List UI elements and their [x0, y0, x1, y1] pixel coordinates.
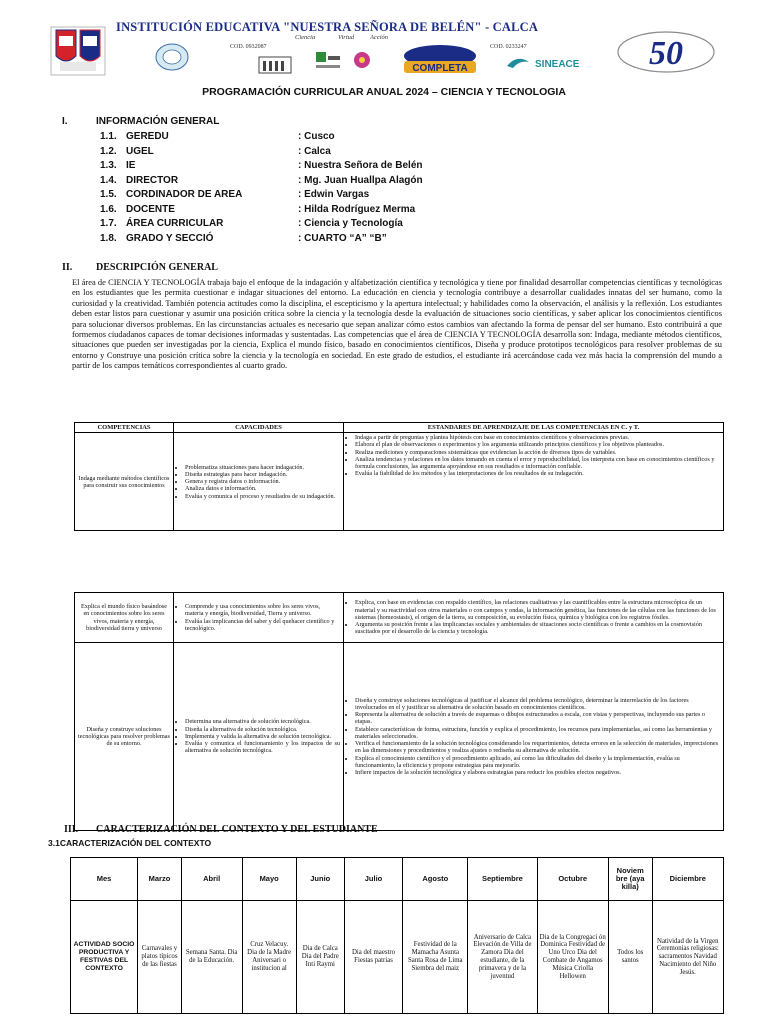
list-item: • Determina una alternativa de solución tecnológica. — [185, 718, 340, 725]
month-header: Octubre — [537, 858, 608, 901]
activity-row-label: ACTIVIDAD SOCIO PRODUCTIVA Y FESTIVAS DEL CONTEXTO — [71, 901, 138, 1014]
list-item: • Elabora el plan de observaciones o experimentos y los argumenta utilizando principios científicos y los objetivos planteados. — [355, 441, 720, 448]
info-label: GEREDU — [126, 131, 169, 142]
info-number: 1.5. — [100, 189, 117, 200]
list-item: • Establece características de forma, estructura, función y explica el procedimiento, los recursos para implementarlas, así como las herramientas y materiales seleccionados. — [355, 726, 720, 740]
info-value: : Calca — [298, 145, 331, 157]
motto-1: Ciencia — [295, 34, 316, 41]
list-item: • Diseña la alternativa de solución tecnológica. — [185, 726, 340, 733]
info-value: : Ciencia y Tecnología — [298, 218, 403, 229]
info-number: 1.6. — [100, 203, 117, 215]
header-estandares: ESTANDARES DE APRENDIZAJE DE LAS COMPETENCIAS EN C. y T. — [344, 423, 724, 433]
estandares-indaga — [344, 433, 724, 531]
list-item: • Verifica el funcionamiento de la solución tecnológica considerando los requerimientos, detecta errores en la selección de materiales, imprecisiones en las dimensiones y procedimientos y realiza ajustes o rediseña su alternativa de solución. — [355, 740, 720, 754]
estandares-disena — [344, 643, 724, 831]
info-number: 1.7. — [100, 218, 117, 229]
code-right: COD. 0233247 — [490, 44, 527, 50]
svg-text:SINEACE: SINEACE — [535, 59, 580, 70]
info-number: 1.4. — [100, 174, 117, 186]
list-item: • Realiza mediciones y comparaciones sistemáticas que evidencian la acción de diversos tipos de variables. — [355, 449, 720, 456]
anniversary-50-logo — [616, 24, 716, 80]
list-item: • Argumenta su posición frente a las implicancias sociales y ambientales de situaciones socio científicas o frente a cambios en la cosmovisión suscitados por el desarrollo de la ciencia y tecnología. — [355, 621, 720, 635]
list-item: • Genera y registra datos o información. — [185, 478, 340, 485]
list-item: • Indaga a partir de preguntas y plantea hipótesis con base en conocimientos científicos y observaciones previas. — [355, 434, 720, 441]
sec1-number: I. — [62, 116, 68, 127]
list-item: • Explica, con base en evidencias con respaldo científico, las relaciones cualitativas y las cuantificables entre la estructura microscópica de un material y su reactividad con otros materiales o con campos y ondas, la información genética, las funciones de las células con las funciones de los sistemas (homeostasis), el origen de la tierra, su composición, su evolución física, química y biológica con los registros fósiles. — [355, 599, 720, 621]
month-header: Abril — [181, 858, 242, 901]
document-header — [50, 20, 720, 80]
school-shield-logo — [50, 26, 106, 76]
header-competencias: COMPETENCIAS — [75, 423, 174, 433]
month-header: Mayo — [242, 858, 296, 901]
ministry-logo — [312, 50, 348, 76]
completa-badge-logo — [400, 44, 480, 76]
info-number: 1.3. — [100, 160, 117, 171]
building-logo — [257, 53, 293, 75]
list-item: • Analiza datos e información. — [185, 485, 340, 492]
competencia-explica: Explica el mundo físico basándose en conocimientos sobre los seres vivos, materia y energía, biodiversidad tierra y universo — [75, 593, 174, 643]
activity-cell: Semana Santa. Dia de la Educación. — [181, 901, 242, 1014]
list-item: • Comprende y usa conocimientos sobre los seres vivos, materia y energía, biodiversidad, Tierra y universo. — [185, 603, 340, 617]
info-label: UGEL — [126, 145, 154, 157]
month-header: Marzo — [138, 858, 182, 901]
sec2-number: II. — [62, 262, 73, 273]
month-header: Julio — [344, 858, 403, 901]
sec3-heading: CARACTERIZACIÓN DEL CONTEXTO Y DEL ESTUDIANTE — [96, 824, 378, 835]
activity-cell: Todos los santos — [608, 901, 652, 1014]
activity-cell: Natividad de la Virgen Ceremonias religiosas: sacramentos Navidad Nacimiento del Niño Jesús. — [652, 901, 723, 1014]
sineace-logo — [505, 52, 585, 74]
capacidades-indaga — [174, 433, 344, 531]
info-label: DIRECTOR — [126, 174, 179, 186]
month-header: Noviem bre (aya killa) — [608, 858, 652, 901]
activity-cell: Festividad de la Mamacha Asunta Santa Rosa de Lima Siembra del maiz — [403, 901, 468, 1014]
svg-text:50: 50 — [649, 35, 683, 72]
competencia-disena: Diseña y construye soluciones tecnológicas para resolver problemas de su entorno. — [75, 643, 174, 831]
info-value: : Cusco — [298, 131, 335, 142]
list-item: • Evalúa las implicancias del saber y del quehacer científico y tecnológico. — [185, 618, 340, 632]
competencia-indaga: Indaga mediante métodos científicos para construir sus conocimientos — [75, 433, 174, 531]
list-item: • Evalúa la fiabilidad de los métodos y las interpretaciones de los resultados de su indagación. — [355, 470, 720, 477]
activity-cell: Aniversario de Calca Elevación de Villa de Zamora Dia del estudiante, de la primavera y de la juventud — [468, 901, 537, 1014]
list-item: • Infiere impactos de la solución tecnológica y elabora estrategias para reducir los posibles efectos negativos. — [355, 769, 720, 776]
svg-text:COMPLETA: COMPLETA — [412, 63, 468, 74]
month-header: Diciembre — [652, 858, 723, 901]
competencias-table-1 — [74, 422, 724, 531]
header-capacidades: CAPACIDADES — [174, 423, 344, 433]
activity-cell: Carnavales y platos típicos de las fiestas — [138, 901, 182, 1014]
list-item: • Problematiza situaciones para hacer indagación. — [185, 464, 340, 471]
info-value: : Mg. Juan Huallpa Alagón — [298, 174, 423, 186]
list-item: • Diseña y construye soluciones tecnológicas al justificar el alcance del problema tecnológico, determinar la interrelación de los factores involucrados en el y justificar su alternativa de solución basado en conocimientos científicos. — [355, 697, 720, 711]
list-item: • Evalúa y comunica el proceso y resultados de su indagación. — [185, 493, 340, 500]
sec2-heading: DESCRIPCIÓN GENERAL — [96, 262, 218, 273]
list-item: • Diseña estrategias para hacer indagación. — [185, 471, 340, 478]
description-paragraph: El área de CIENCIA Y TECNOLOGÍA trabaja bajo el enfoque de la indagación y alfabetización científica y tecnológica y tiene por finalidad desarrollar competencias científicas y tecnológicas en los estudiantes que les permita cuestionar e indagar situaciones del entorno. La educación en ciencia y tecnología contribuye a desarrollar cualidades innatas del ser humano, como la curiosidad y la creatividad. También potencia actitudes como la disciplina, el escepticismo y la apertura intelectual; y habilidades como la observación, el análisis y la reflexión. Los estudiantes deben estar listos para cuestionar y asumir una posición crítica sobre la ciencia y la tecnología desde la evaluación de situaciones socio científicas, y saber aplicar los conocimientos científicos para solucionar diversos problemas. En las circunstancias actuales es necesario que sepan analizar cómo estos cambios van afectando la forma de pensar del ser humano. Esto contribuirá a que formemos ciudadanos capaces de tomar decisiones informadas y sustentadas. Las competencias que el área de CIENCIA Y TECNOLOGÍA desarrolla son: Indaga, mediante métodos científicos, situaciones que pueden ser investigadas por la ciencia, Explica el mundo físico, basado en conocimientos científicos, Diseña y produce prototipos tecnológicos para resolver problemas de su entorno y Construye una posición crítica sobre la ciencia y la tecnología en sociedad. En este grado de estudios, el estudiante irá acercándose cada vez más hacia la comprensión del mundo a partir de los campos temáticos correspondientes al cuarto grado. — [72, 278, 722, 371]
month-header: Septiembre — [468, 858, 537, 901]
motto-2: Virtud — [338, 34, 355, 41]
sec1-heading: INFORMACIÓN GENERAL — [96, 116, 220, 127]
document-title: PROGRAMACIÓN CURRICULAR ANUAL 2024 – CIENCIA Y TECNOLOGIA — [202, 86, 566, 98]
sec3-subheading: 3.1CARACTERIZACIÓN DEL CONTEXTO — [48, 838, 212, 848]
info-number: 1.8. — [100, 232, 117, 244]
list-item: • Evalúa y comunica el funcionamiento y los impactos de su alternativa de solución tecnológica. — [185, 740, 340, 754]
activity-cell: Dia del maestro Fiestas patrias — [344, 901, 403, 1014]
info-number: 1.2. — [100, 145, 117, 157]
info-label: DOCENTE — [126, 203, 175, 215]
estandares-explica — [344, 593, 724, 643]
month-header: Junio — [296, 858, 344, 901]
list-item: • Explica el conocimiento científico y el procedimiento aplicado, así como las dificultades del diseño y la implementación, evalúa su funcionamiento, la eficiencia y propone estrategias para mejorarlo. — [355, 755, 720, 769]
list-item: • Implementa y valida la alternativa de solución tecnológica. — [185, 733, 340, 740]
code-left: COD. 0932087 — [230, 44, 267, 50]
info-number: 1.1. — [100, 131, 117, 142]
list-item: • Representa la alternativa de solución a través de esquemas o dibujos estructurados a escala, con vistas y perspectivas, incluyendo sus partes o etapas. — [355, 711, 720, 725]
competencias-table-2 — [74, 592, 724, 831]
info-label: CORDINADOR DE AREA — [126, 189, 243, 200]
motto-3: Acción — [370, 34, 389, 41]
info-value: : Edwin Vargas — [298, 189, 370, 200]
info-value: : Nuestra Señora de Belén — [298, 160, 423, 171]
info-value: : CUARTO “A” “B” — [298, 232, 387, 244]
list-item: • Analiza tendencias y relaciones en los datos tomando en cuenta el error y reproducibilidad, los interpreta con base en conocimientos científicos y formula conclusiones, las argumenta apoyándose en sus resultados e información confiable. — [355, 456, 720, 470]
context-table — [70, 857, 724, 1014]
seal-logo — [155, 42, 189, 72]
month-header: Agosto — [403, 858, 468, 901]
flower-logo — [350, 48, 374, 76]
capacidades-disena — [174, 643, 344, 831]
info-label: ÁREA CURRICULAR — [126, 218, 224, 229]
info-label: GRADO Y SECCIÓ — [126, 232, 214, 244]
activity-cell: Cruz Velacuy. Dia de la Madre Aniversari o institucion al — [242, 901, 296, 1014]
institution-name: INSTITUCIÓN EDUCATIVA "NUESTRA SEÑORA DE BELÉN" - CALCA — [116, 20, 539, 34]
activity-cell: Dia de la Congregaci ón Dominica Festividad de Uno Urco Dia del Combate de Angamos Música Criolla Hellowen — [537, 901, 608, 1014]
activity-cell: Dia de Calca Dia del Padre Inti Raymi — [296, 901, 344, 1014]
sec3-number: III. — [64, 824, 79, 835]
info-label: IE — [126, 160, 136, 171]
capacidades-explica — [174, 593, 344, 643]
month-header: Mes — [71, 858, 138, 901]
info-value: : Hilda Rodríguez Merma — [298, 203, 416, 215]
